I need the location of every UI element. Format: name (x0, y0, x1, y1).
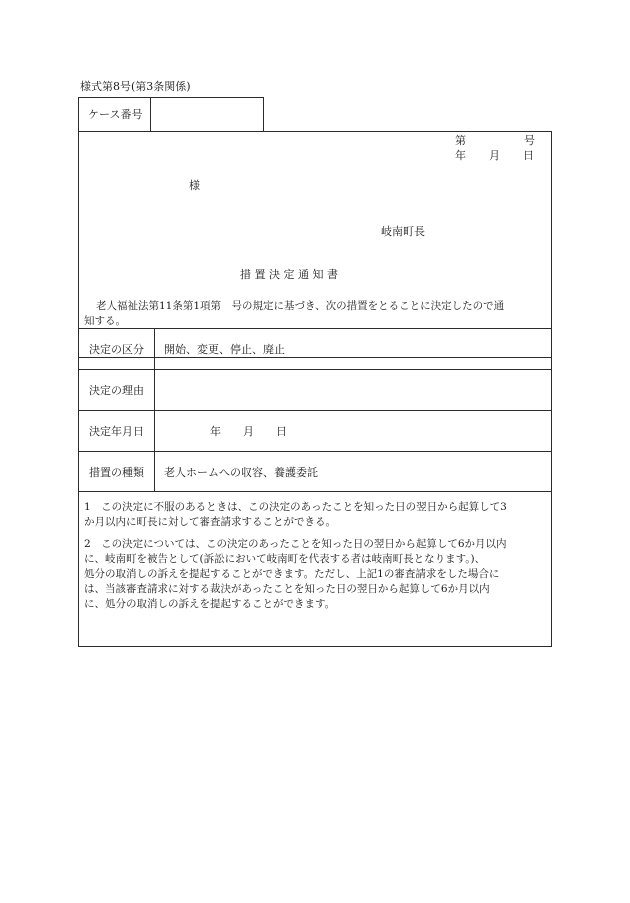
number-prefix: 第 (455, 134, 466, 147)
note-1-line-2: か月以内に町長に対して審査請求することができる。 (84, 516, 336, 528)
case-number-label: ケース番号 (88, 108, 143, 121)
note-2-line-5: に、処分の取消しの訴えを提起することができます。 (84, 598, 336, 610)
date-year-label: 年 (455, 149, 466, 162)
decision-category-label: 決定の区分 (89, 343, 144, 356)
date-month-label: 月 (489, 149, 500, 162)
decision-date-label: 決定年月日 (89, 425, 144, 438)
number-suffix: 号 (524, 134, 535, 147)
recipient-honorific: 様 (189, 179, 200, 192)
notice-header-box (78, 131, 552, 358)
decision-category-value: 開始、変更、停止、廃止 (164, 343, 285, 356)
measure-type-label: 措置の種類 (89, 466, 144, 479)
form-label: 様式第8号(第3条関係) (80, 80, 191, 93)
decision-date-value: 年 月 日 (210, 425, 287, 438)
sender-name: 岐南町長 (381, 225, 425, 238)
decision-table-row-divider (78, 410, 552, 411)
decision-table-row-divider (78, 451, 552, 452)
note-2-line-2: に、岐南町を被告として(訴訟において岐南町を代表する者は岐南町長となります。)、 (84, 553, 486, 565)
date-day-label: 日 (523, 149, 534, 162)
measure-type-value: 老人ホームへの収容、養護委託 (164, 466, 318, 479)
decision-table-row-divider (78, 369, 552, 370)
note-2-line-1: 2 この決定については、この決定のあったことを知った日の翌日から起算して6か月以内 (84, 538, 507, 550)
decision-reason-label: 決定の理由 (89, 384, 144, 397)
document-title: 措 置 決 定 通 知 書 (240, 268, 338, 281)
body-text-line-1: 老人福祉法第11条第1項第 号の規定に基づき、次の措置をとることに決定したので通 (96, 300, 505, 312)
note-1-line-1: 1 この決定に不服のあるときは、この決定のあったことを知った日の翌日から起算して3 (84, 501, 507, 513)
body-text-line-2: 知する。 (84, 315, 126, 327)
note-2-line-3: 処分の取消しの訴えを提起することができます。ただし、上記1の審査請求をした場合に (84, 568, 500, 580)
note-2-line-4: は、当該審査請求に対する裁決があったことを知った日の翌日から起算して6か月以内 (84, 583, 490, 595)
case-number-divider (150, 97, 151, 132)
